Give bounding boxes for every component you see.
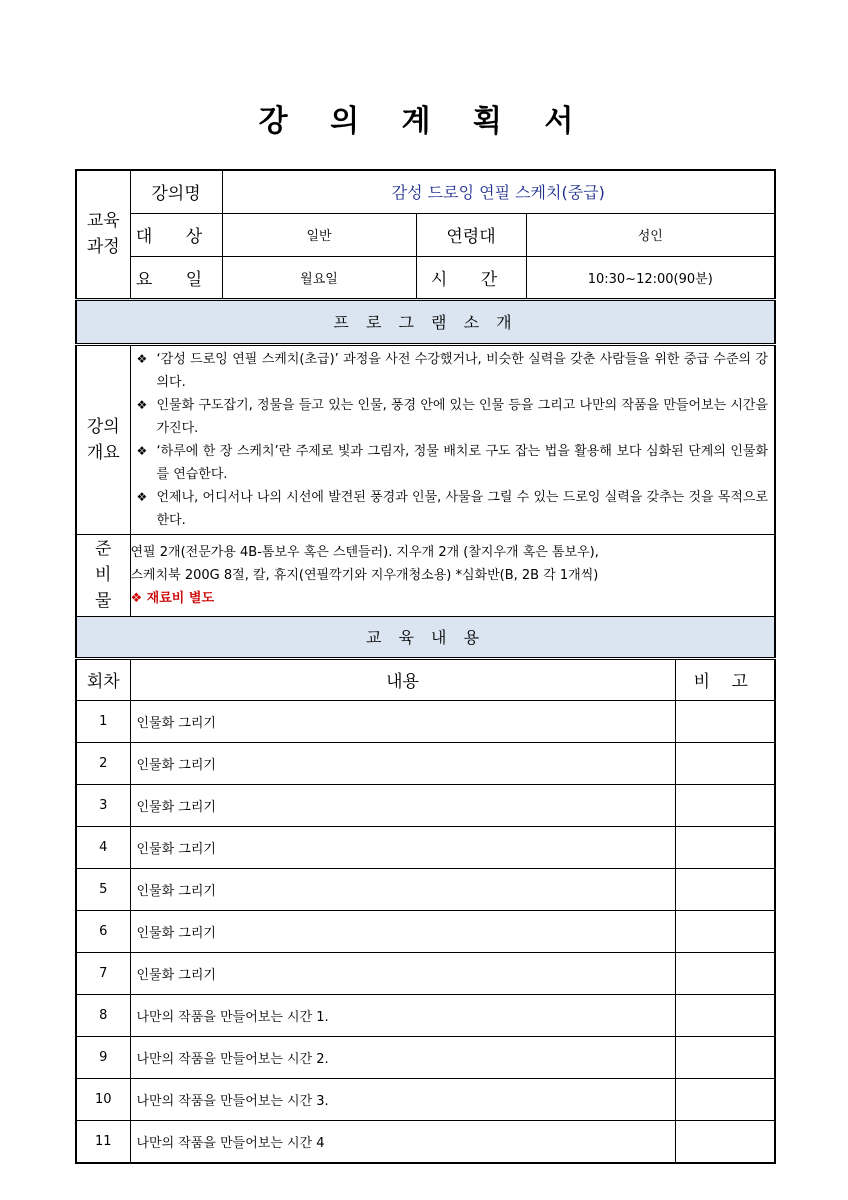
overview-content (130, 344, 775, 534)
diamond-bullet-icon: ❖ (136, 489, 148, 504)
session-number: 11 (76, 1120, 130, 1163)
program-section-title: 프 로 그 램 소 개 (76, 299, 775, 344)
table-row (76, 952, 775, 994)
session-content: 나만의 작품을 만들어보는 시간 3. (130, 1078, 675, 1120)
materials-content (130, 534, 775, 616)
session-content: 인물화 그리기 (130, 910, 675, 952)
session-number: 5 (76, 868, 130, 910)
session-number: 7 (76, 952, 130, 994)
day-value: 월요일 (222, 256, 416, 299)
session-remarks (675, 1078, 775, 1120)
session-content: 인물화 그리기 (130, 868, 675, 910)
session-remarks (675, 700, 775, 742)
curriculum-section-title: 교 육 내 용 (76, 616, 775, 658)
session-remarks (675, 784, 775, 826)
session-number: 1 (76, 700, 130, 742)
table-row (76, 1036, 775, 1078)
material-fee-note: ❖ 재료비 별도 (130, 590, 214, 606)
target-value: 일반 (222, 213, 416, 256)
course-group-label: 교육 과정 (76, 170, 130, 299)
table-row (76, 784, 775, 826)
session-remarks (675, 910, 775, 952)
overview-item: ❖ ‘하루에 한 장 스케치’란 주제로 빛과 그림자, 정물 배치로 구도 잡는 법을 활용해 보다 심화된 단계의 인물화를 연습한다. (137, 440, 769, 486)
session-content: 인물화 그리기 (130, 952, 675, 994)
time-label: 시 간 (416, 256, 526, 299)
session-content: 인물화 그리기 (130, 784, 675, 826)
session-remarks (675, 952, 775, 994)
table-row (76, 700, 775, 742)
table-row (76, 826, 775, 868)
table-row (76, 994, 775, 1036)
diamond-bullet-icon: ❖ (136, 397, 148, 412)
course-name-label: 강의명 (130, 170, 222, 213)
session-remarks (675, 1036, 775, 1078)
session-content: 나만의 작품을 만들어보는 시간 1. (130, 994, 675, 1036)
day-label: 요 일 (130, 256, 222, 299)
overview-item: ❖ ‘감성 드로잉 연필 스케치(초급)’ 과정을 사전 수강했거나, 비슷한 실력을 갖춘 사람들을 위한 중급 수준의 강의다. (137, 348, 769, 394)
table-row (76, 742, 775, 784)
session-number: 8 (76, 994, 130, 1036)
remarks-header: 비 고 (675, 658, 775, 700)
session-remarks (675, 1120, 775, 1163)
time-value: 10:30~12:00(90분) (526, 256, 775, 299)
diamond-bullet-icon: ❖ (136, 351, 148, 366)
session-remarks (675, 994, 775, 1036)
session-content: 나만의 작품을 만들어보는 시간 4 (130, 1120, 675, 1163)
materials-line: 스케치북 200G 8절, 칼, 휴지(연필깍기와 지우개청소용) *심화반(B, 2B 각 1개씩) (130, 567, 599, 583)
session-content: 인물화 그리기 (130, 742, 675, 784)
table-row (76, 1120, 775, 1163)
table-row (76, 910, 775, 952)
overview-label: 강의 개요 (76, 344, 130, 534)
session-content: 나만의 작품을 만들어보는 시간 2. (130, 1036, 675, 1078)
session-number: 4 (76, 826, 130, 868)
table-row (76, 1078, 775, 1120)
session-content: 인물화 그리기 (130, 826, 675, 868)
session-remarks (675, 742, 775, 784)
overview-item: ❖ 언제나, 어디서나 나의 시선에 발견된 풍경과 인물, 사물을 그릴 수 있는 드로잉 실력을 갖추는 것을 목적으로 한다. (137, 486, 769, 532)
target-label: 대 상 (130, 213, 222, 256)
session-content: 인물화 그리기 (130, 700, 675, 742)
content-header: 내용 (130, 658, 675, 700)
table-row (76, 868, 775, 910)
lecture-plan-table (75, 169, 776, 1164)
age-label: 연령대 (416, 213, 526, 256)
session-number: 6 (76, 910, 130, 952)
session-header: 회차 (76, 658, 130, 700)
session-remarks (675, 868, 775, 910)
session-number: 10 (76, 1078, 130, 1120)
session-number: 2 (76, 742, 130, 784)
session-number: 3 (76, 784, 130, 826)
overview-item: ❖ 인물화 구도잡기, 정물을 들고 있는 인물, 풍경 안에 있는 인물 등을 그리고 나만의 작품을 만들어보는 시간을 가진다. (137, 394, 769, 440)
session-remarks (675, 826, 775, 868)
age-value: 성인 (526, 213, 775, 256)
session-number: 9 (76, 1036, 130, 1078)
document-title: 강 의 계 획 서 (258, 104, 590, 139)
materials-line: 연필 2개(전문가용 4B-톰보우 혹은 스텐들러). 지우개 2개 (찰지우개 혹은 톰보우), (130, 544, 599, 560)
course-name-value: 감성 드로잉 연필 스케치(중급) (222, 170, 775, 213)
materials-label: 준 비 물 (76, 534, 130, 616)
diamond-bullet-icon: ❖ (136, 443, 148, 458)
